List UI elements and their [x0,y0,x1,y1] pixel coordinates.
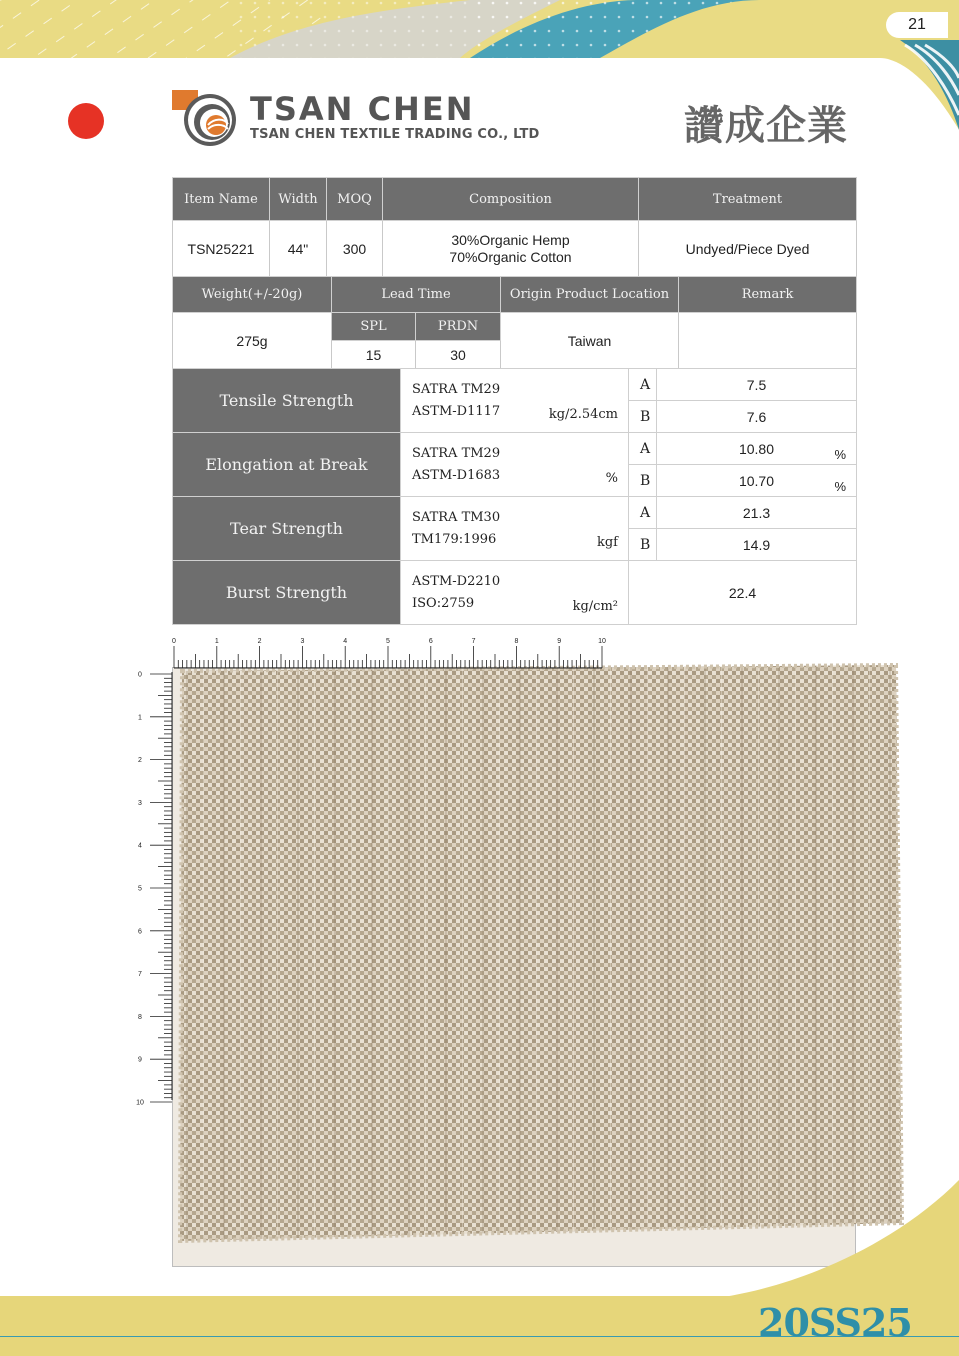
moq-value: 300 [327,221,383,277]
test-unit: % [605,471,618,486]
test-unit: kg/2.54cm [548,407,618,422]
header-remark: Remark [679,277,857,313]
ruler-label: 7 [138,971,142,979]
ruler-label: 0 [172,638,176,645]
percent-sign: % [834,447,846,462]
test-value: 21.3 [657,497,857,529]
ruler-label: 2 [257,638,262,645]
method-line-1: ASTM-D2210 [412,573,501,589]
sample-a-label: A [629,433,657,465]
subheader-spl: SPL [332,313,416,341]
ruler-label: 5 [138,885,142,893]
header-treatment: Treatment [639,178,857,221]
ruler-label: 1 [138,714,142,722]
brand-chinese-name: 讚成企業 [684,103,848,149]
ruler-label: 1 [214,638,219,645]
ruler-label: 7 [471,638,476,645]
composition-line-1: 30%Organic Hemp [451,231,570,248]
ruler-label: 8 [514,638,519,645]
ruler-left [130,668,174,1108]
header-origin: Origin Product Location [501,277,679,313]
test-value: 7.5 [657,369,857,401]
test-results-table [172,368,857,625]
test-method-burst [401,561,629,625]
brand-subtitle: TSAN CHEN TEXTILE TRADING CO., LTD [250,127,540,142]
sample-b-label: B [629,465,657,497]
ruler-label: 9 [138,1056,142,1064]
header-width: Width [270,178,327,221]
ruler-label: 9 [557,638,562,645]
ruler-left-labels [136,672,144,1107]
test-label-elongation: Elongation at Break [173,433,401,497]
ruler-top-ticks [174,646,602,668]
header-moq: MOQ [327,178,383,221]
method-line-1: SATRA TM29 [412,445,501,461]
ruler-left-ticks [150,674,172,1102]
weight-value: 275g [173,313,332,369]
ruler-label: 6 [138,928,142,936]
season-year-logo: 20SS25 [758,1300,912,1345]
test-label-tear: Tear Strength [173,497,401,561]
ruler-label: 3 [300,638,305,645]
header-composition: Composition [383,178,639,221]
swirl-logo-icon [172,88,238,148]
treatment-value: Undyed/Piece Dyed [639,221,857,277]
composition-line-2: 70%Organic Cotton [449,248,572,265]
ruler-label: 10 [598,638,606,645]
test-value: 14.9 [657,529,857,561]
sample-b-label: B [629,529,657,561]
test-value-with-percent [657,465,857,497]
spec-table-logistics [172,276,857,369]
width-value: 44" [270,221,327,277]
test-label-tensile: Tensile Strength [173,369,401,433]
ruler-label: 3 [138,799,142,807]
ruler-label: 4 [138,842,142,850]
header-lead-time: Lead Time [332,277,501,313]
ruler-label: 4 [343,638,348,645]
spec-table-general [172,177,857,277]
composition-value [383,221,639,277]
ruler-label: 5 [386,638,390,645]
ruler-top [168,634,608,670]
item-name-value: TSN25221 [173,221,270,277]
fabric-swatch-image [176,663,906,1243]
method-line-2: TM179:1996 [412,531,497,547]
test-value: 7.6 [657,401,857,433]
header-item-name: Item Name [173,178,270,221]
red-dot-marker [68,103,104,139]
ruler-label: 2 [138,757,142,765]
spl-value: 15 [332,341,416,369]
prdn-value: 30 [416,341,501,369]
test-value-with-percent [657,433,857,465]
test-method-tear [401,497,629,561]
method-line-2: ASTM-D1117 [412,403,501,419]
header-weight: Weight(+/-20g) [173,277,332,313]
sample-a-label: A [629,369,657,401]
page-number: 21 [886,12,948,38]
ruler-label: 8 [138,1013,142,1021]
method-line-1: SATRA TM30 [412,509,501,525]
subheader-prdn: PRDN [416,313,501,341]
method-line-2: ISO:2759 [412,595,475,611]
origin-value: Taiwan [501,313,679,369]
remark-value [679,313,857,369]
ruler-top-labels [172,638,606,645]
test-method-tensile [401,369,629,433]
sample-a-label: A [629,497,657,529]
ruler-label: 0 [138,671,142,679]
test-unit: kgf [596,535,618,550]
test-unit: kg/cm² [572,599,618,614]
percent-sign: % [834,479,846,494]
test-method-elongation [401,433,629,497]
test-value: 10.80 [738,440,775,457]
method-line-2: ASTM-D1683 [412,467,501,483]
test-value: 22.4 [629,561,857,625]
method-line-1: SATRA TM29 [412,381,501,397]
footer-curve-decoration [0,1180,959,1300]
sample-b-label: B [629,401,657,433]
brand-title: TSAN CHEN [250,90,475,128]
ruler-label: 6 [428,638,433,645]
test-label-burst: Burst Strength [173,561,401,625]
ruler-label: 10 [136,1099,144,1107]
test-value: 10.70 [738,472,775,489]
